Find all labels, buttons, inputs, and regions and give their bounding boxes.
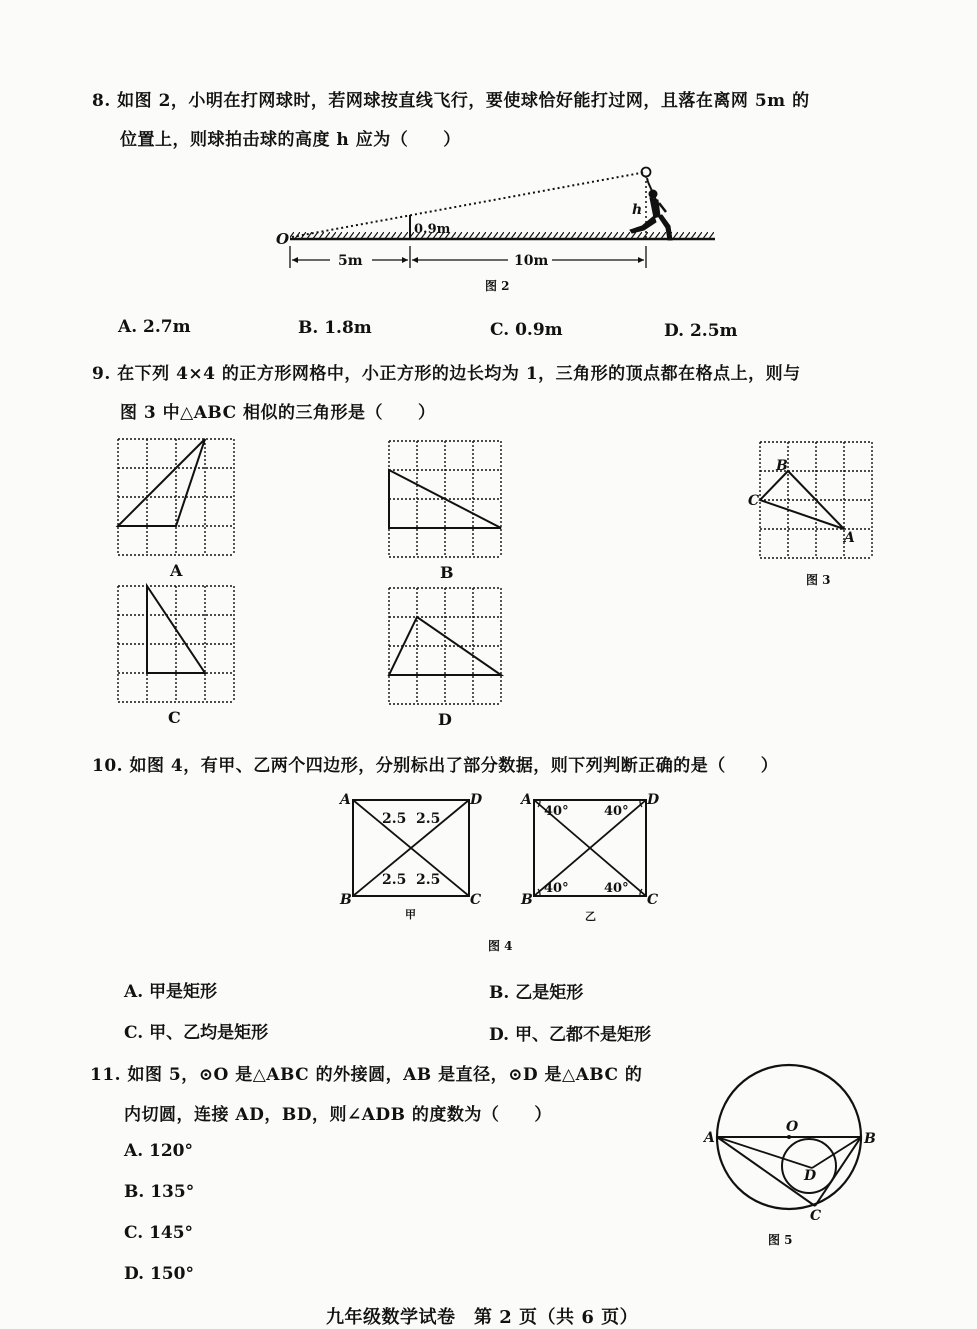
q8-option-c: C. 0.9m xyxy=(490,320,563,340)
q11-text-line2: 内切圆，连接 AD，BD，则∠ADB 的度数为（ ） xyxy=(124,1105,552,1125)
q10-yi-name: 乙 xyxy=(585,910,596,923)
q8-text-line1: 8. 如图 2，小明在打网球时，若网球按直线飞行，要使球恰好能打过网，且落在离网 5m 的 xyxy=(92,91,810,111)
q9-fig3-b: B xyxy=(776,458,788,474)
page-footer: 九年级数学试卷 第 2 页（共 6 页） xyxy=(326,1307,639,1328)
q11-option-d: D. 150° xyxy=(124,1264,194,1284)
q11-side-ac xyxy=(717,1137,815,1206)
q11-label-b: B xyxy=(864,1131,876,1147)
q11-label-d: D xyxy=(804,1168,817,1184)
q10-option-c: C. 甲、乙均是矩形 xyxy=(124,1023,269,1043)
q10-jia-d: D xyxy=(470,792,483,808)
q11-side-bc xyxy=(815,1137,861,1206)
q9-fig3-caption: 图 3 xyxy=(806,573,831,587)
q8-h-label: h xyxy=(632,202,643,218)
q8-caption: 图 2 xyxy=(485,279,510,293)
q8-option-b: B. 1.8m xyxy=(298,318,372,338)
q9-label-b: B xyxy=(440,563,454,582)
q10-yi-c: C xyxy=(647,892,659,908)
q8-option-d: D. 2.5m xyxy=(664,321,738,341)
q11-incircle xyxy=(782,1139,836,1193)
q8-text-line2: 位置上，则球拍击球的高度 h 应为（ ） xyxy=(120,130,461,150)
q10-text-line1: 10. 如图 4，有甲、乙两个四边形，分别标出了部分数据，则下列判断正确的是（ ） xyxy=(92,756,779,776)
q11-option-a: A. 120° xyxy=(124,1141,194,1161)
q10-jia-name: 甲 xyxy=(405,908,416,921)
q9-fig3-a: A xyxy=(844,530,855,546)
q10-yi-d: D xyxy=(647,792,660,808)
q10-yi-a: A xyxy=(521,792,532,808)
q9-grid-d xyxy=(389,588,501,704)
q10-option-a: A. 甲是矩形 xyxy=(124,982,218,1002)
q10-figure-yi xyxy=(518,790,668,923)
q10-option-d: D. 甲、乙都不是矩形 xyxy=(489,1025,651,1045)
q10-yi-angle-1: 40° xyxy=(544,804,569,819)
q9-text-line2: 图 3 中△ABC 相似的三角形是（ ） xyxy=(120,403,436,423)
q9-grid-b xyxy=(389,441,501,557)
q11-option-c: C. 145° xyxy=(124,1223,194,1243)
q10-yi-angle-2: 40° xyxy=(604,804,629,819)
q11-label-o: O xyxy=(786,1119,799,1135)
q11-label-a: A xyxy=(704,1130,715,1146)
q8-net-height: 0.9m xyxy=(414,222,451,237)
q9-triangle-a xyxy=(118,439,205,526)
q8-figure xyxy=(270,160,730,300)
q8-dist1: 5m xyxy=(338,253,363,269)
q10-yi-b: B xyxy=(521,892,533,908)
q11-text-line1: 11. 如图 5，⊙O 是△ABC 的外接圆，AB 是直径，⊙D 是△ABC 的 xyxy=(90,1065,643,1085)
q10-jia-a: A xyxy=(340,792,351,808)
q10-yi-angle-4: 40° xyxy=(604,881,629,896)
q11-figure xyxy=(700,1060,890,1260)
q10-yi-angle-3: 40° xyxy=(544,881,569,896)
q10-jia-value-1: 2.5 xyxy=(382,811,407,827)
q9-grid-c xyxy=(118,586,234,702)
q10-figure-jia xyxy=(338,790,488,920)
q8-origin-label: O xyxy=(276,230,290,248)
q8-option-a: A. 2.7m xyxy=(118,317,191,337)
q10-caption: 图 4 xyxy=(488,939,513,953)
q9-figure-3 xyxy=(748,442,872,558)
q10-jia-b: B xyxy=(340,892,352,908)
q8-trajectory xyxy=(292,172,646,237)
q10-jia-value-2: 2.5 xyxy=(416,811,441,827)
q8-dist2: 10m xyxy=(514,253,549,269)
q8-ground-hatch xyxy=(290,232,715,239)
q9-label-c: C xyxy=(168,708,181,727)
q9-grid-a xyxy=(118,439,234,555)
q10-option-b: B. 乙是矩形 xyxy=(489,983,584,1003)
q11-label-c: C xyxy=(810,1208,822,1224)
q11-option-b: B. 135° xyxy=(124,1182,195,1202)
q10-jia-value-3: 2.5 xyxy=(382,872,407,888)
q10-jia-value-4: 2.5 xyxy=(416,872,441,888)
q9-fig3-c: C xyxy=(748,493,760,509)
q9-text-line1: 9. 在下列 4×4 的正方形网格中，小正方形的边长均为 1，三角形的顶点都在格点上，则与 xyxy=(92,364,801,384)
q9-label-a: A xyxy=(170,561,183,580)
q11-caption: 图 5 xyxy=(768,1233,793,1247)
q9-label-d: D xyxy=(438,710,452,729)
q10-jia-c: C xyxy=(470,892,482,908)
